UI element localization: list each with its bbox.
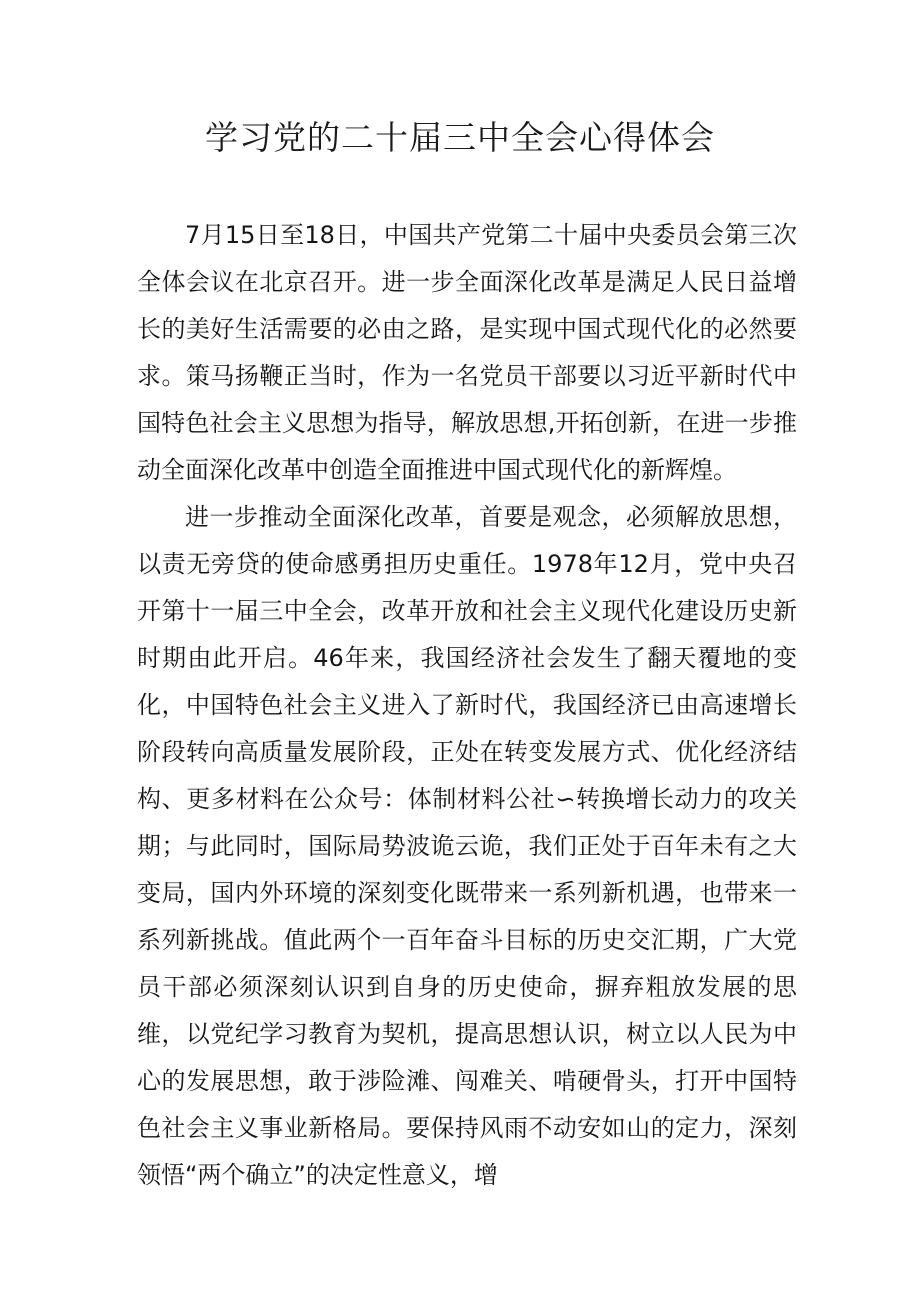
- paragraph-1: 7月15日至18日，中国共产党第二十届中央委员会第三次全体会议在北京召开。进一步全面深化改革是满足人民日益增长的美好生活需要的必由之路，是实现中国式现代化的必然要求。策马扬鞭正当时，作为一名党员干部要以习近平新时代中国特色社会主义思想为指导，解放思想,开拓创新，在进一步推动全面深化改革中创造全面推进中国式现代化的新辉煌。: [137, 221, 797, 484]
- paragraph-2: 进一步推动全面深化改革，首要是观念，必须解放思想，以责无旁贷的使命感勇担历史重任。1978年12月，党中央召开第十一届三中全会，改革开放和社会主义现代化建设历史新时期由此开启。46年来，我国经济社会发生了翻天覆地的变化，中国特色社会主义进入了新时代，我国经济已由高速增长阶段转向高质量发展阶段，正处在转变发展方式、优化经济结构、更多材料在公众号：体制材料公社∽转换增长动力的攻关期；与此同时，国际局势波诡云诡，我们正处于百年未有之大变局，国内外环境的深刻变化既带来一系列新机遇，也带来一系列新挑战。值此两个一百年奋斗目标的历史交汇期，广大党员干部必须深刻认识到自身的历史使命，摒弃粗放发展的思维，以党纪学习教育为契机，提高思想认识，树立以人民为中心的发展思想，敢于涉险滩、闯难关、啃硬骨头，打开中国特色社会主义事业新格局。要保持风雨不动安如山的定力，深刻领悟“两个确立”的决定性意义，增: [137, 503, 797, 1189]
- document-body: [137, 212, 797, 1199]
- document-title: 学习党的二十届三中全会心得体会: [205, 118, 715, 157]
